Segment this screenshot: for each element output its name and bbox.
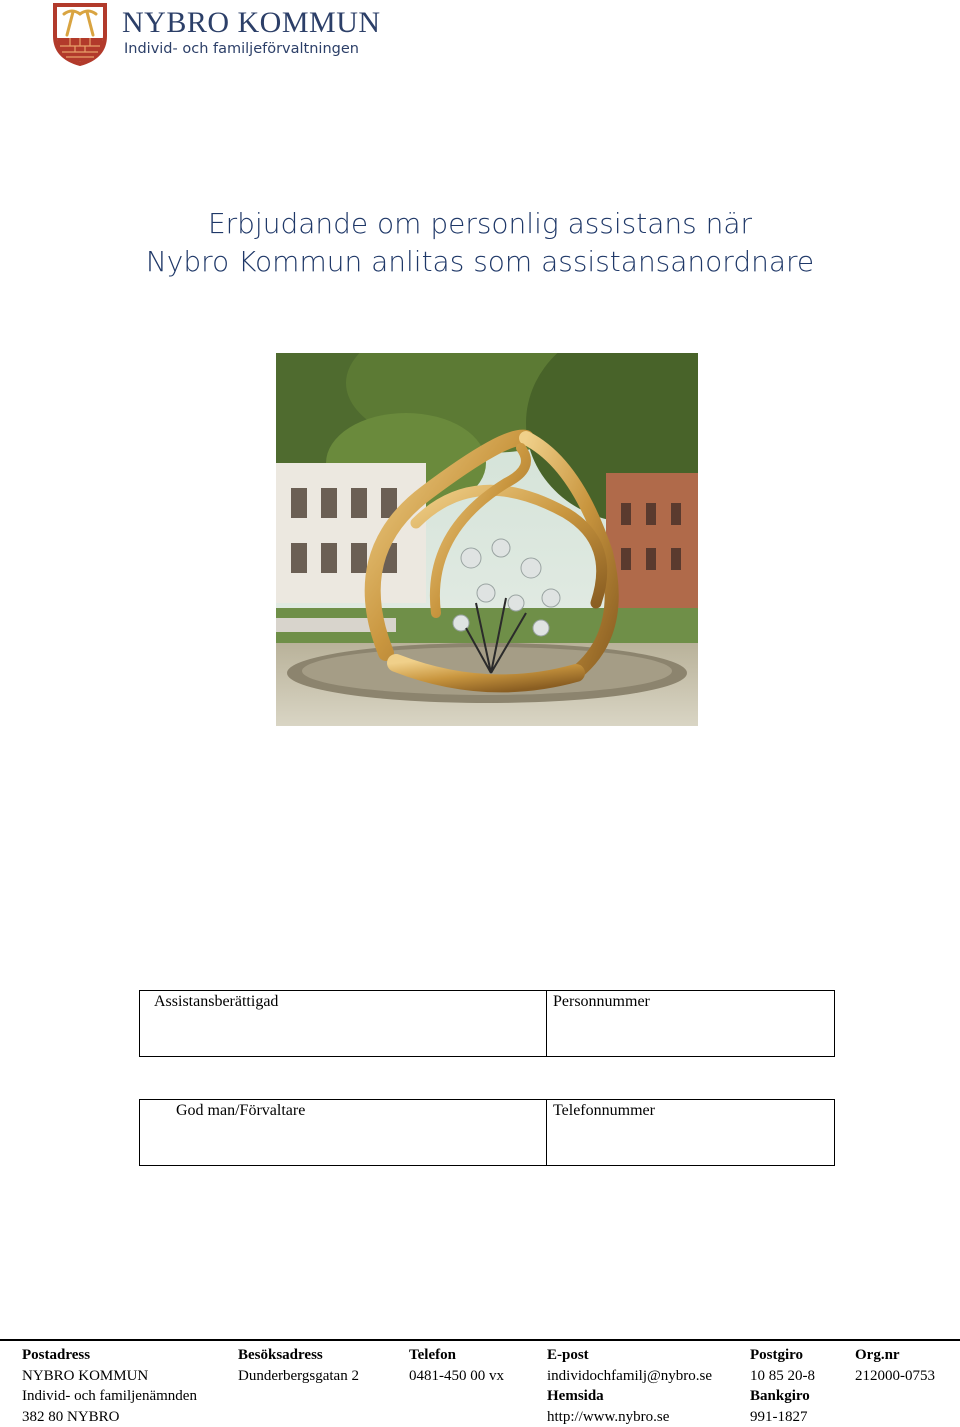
besoksadress-line1: Dunderbergsgatan 2 [238, 1366, 359, 1387]
form-row-1 [139, 990, 835, 1057]
hemsida-heading: Hemsida [547, 1386, 712, 1407]
personnummer-label: Personnummer [553, 993, 650, 1010]
telefon-heading: Telefon [409, 1345, 504, 1366]
orgnr-heading: Org.nr [855, 1345, 935, 1366]
org-name: NYBRO KOMMUN [122, 6, 381, 40]
assistansberattigad-field[interactable] [140, 991, 547, 1056]
postadress-line1: NYBRO KOMMUN [22, 1366, 197, 1387]
telefonnummer-label: Telefonnummer [553, 1102, 655, 1119]
footer-postgiro [750, 1345, 815, 1427]
telefon-line1: 0481-450 00 vx [409, 1366, 504, 1387]
postadress-heading: Postadress [22, 1345, 197, 1366]
title-line-1: Erbjudande om personlig assistans när [0, 205, 960, 243]
god-man-forvaltare-label: God man/Förvaltare [176, 1102, 305, 1120]
god-man-forvaltare-field[interactable] [140, 1100, 547, 1165]
epost-heading: E-post [547, 1345, 712, 1366]
hemsida-link[interactable]: http://www.nybro.se [547, 1407, 712, 1427]
telefonnummer-field[interactable] [547, 1100, 834, 1165]
nybro-crest-icon [52, 2, 108, 66]
header-logo [52, 2, 400, 66]
title-line-2: Nybro Kommun anlitas som assistansanordnare [0, 243, 960, 281]
footer-telefon [409, 1345, 504, 1386]
bankgiro-line1: 991-1827 [750, 1407, 815, 1427]
bankgiro-heading: Bankgiro [750, 1386, 815, 1407]
epost-address-link[interactable]: individochfamilj@nybro.se [547, 1366, 712, 1387]
form-row-2 [139, 1099, 835, 1166]
besoksadress-heading: Besöksadress [238, 1345, 359, 1366]
fountain-sculpture-photo [276, 353, 698, 726]
postadress-line2: Individ- och familjenämnden [22, 1386, 197, 1407]
footer [0, 1345, 960, 1425]
footer-divider [0, 1339, 960, 1341]
postgiro-heading: Postgiro [750, 1345, 815, 1366]
assistansberattigad-label: Assistansberättigad [154, 993, 278, 1011]
footer-postadress [22, 1345, 197, 1427]
orgnr-line1: 212000-0753 [855, 1366, 935, 1387]
footer-besoksadress [238, 1345, 359, 1386]
postgiro-line1: 10 85 20-8 [750, 1366, 815, 1387]
footer-orgnr [855, 1345, 935, 1386]
postadress-line3: 382 80 NYBRO [22, 1407, 197, 1427]
department-name: Individ- och familjeförvaltningen [124, 41, 359, 57]
footer-epost [547, 1345, 712, 1427]
personnummer-field[interactable] [547, 991, 834, 1056]
document-title [0, 205, 960, 281]
